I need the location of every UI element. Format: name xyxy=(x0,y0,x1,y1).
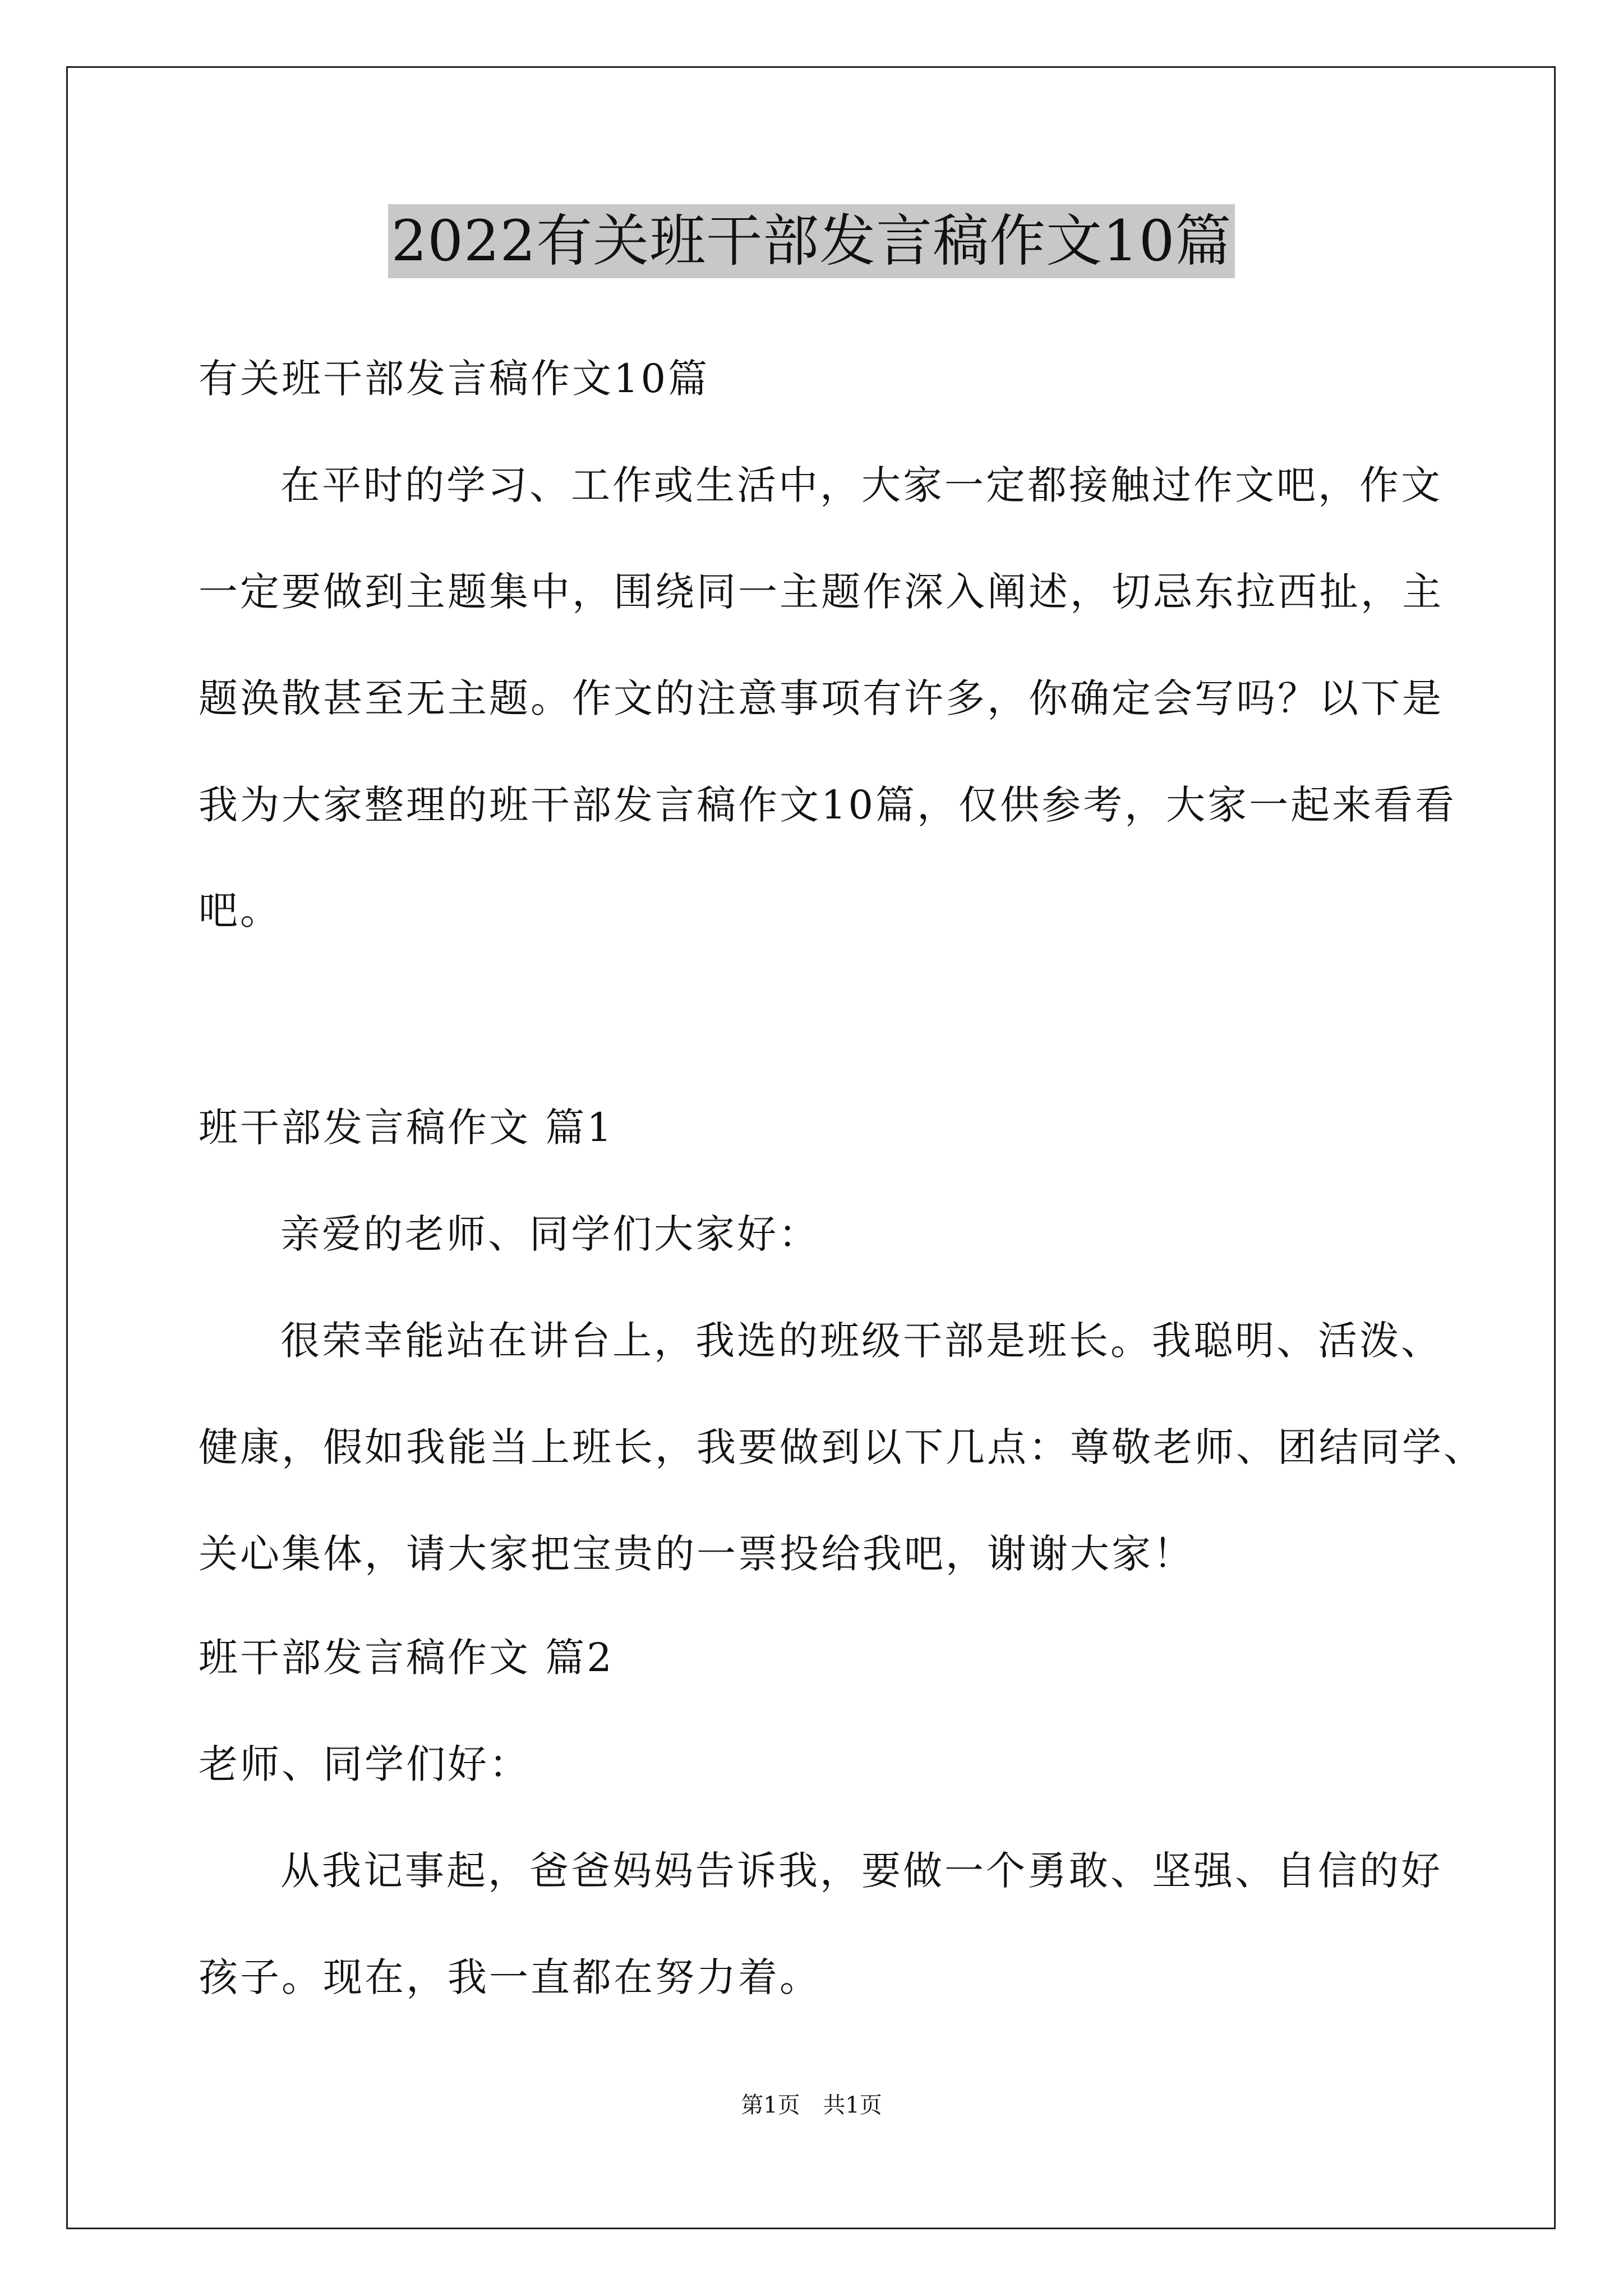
greeting: 亲爱的老师、同学们大家好： xyxy=(280,1211,820,1257)
intro-line: 在平时的学习、工作或生活中，大家一定都接触过作文吧，作文 xyxy=(280,462,1442,508)
body-line: 很荣幸能站在讲台上，我选的班级干部是班长。我聪明、活泼、 xyxy=(280,1318,1442,1364)
section-heading: 班干部发言稿作文 篇2 xyxy=(199,1635,614,1681)
page-total: 共1页 xyxy=(823,2092,882,2118)
title-container xyxy=(0,204,1623,278)
section-heading: 班干部发言稿作文 篇1 xyxy=(199,1105,614,1151)
intro-line: 我为大家整理的班干部发言稿作文10篇，仅供参考，大家一起来看看 xyxy=(199,782,1457,828)
body-line: 从我记事起，爸爸妈妈告诉我，要做一个勇敢、坚强、自信的好 xyxy=(280,1848,1442,1894)
intro-line: 吧。 xyxy=(199,887,282,933)
page-footer xyxy=(0,2090,1623,2121)
document-title: 2022有关班干部发言稿作文10篇 xyxy=(388,204,1235,278)
page-number: 第1页 xyxy=(741,2092,800,2118)
document-subtitle: 有关班干部发言稿作文10篇 xyxy=(199,356,710,402)
intro-line: 一定要做到主题集中，围绕同一主题作深入阐述，切忌东拉西扯，主 xyxy=(199,569,1444,615)
greeting: 老师、同学们好： xyxy=(199,1741,531,1787)
body-line: 关心集体，请大家把宝贵的一票投给我吧，谢谢大家！ xyxy=(199,1531,1195,1577)
body-line: 健康，假如我能当上班长，我要做到以下几点：尊敬老师、团结同学、 xyxy=(199,1424,1485,1470)
intro-line: 题涣散甚至无主题。作文的注意事项有许多，你确定会写吗？以下是 xyxy=(199,675,1444,721)
body-line: 孩子。现在，我一直都在努力着。 xyxy=(199,1954,821,2000)
